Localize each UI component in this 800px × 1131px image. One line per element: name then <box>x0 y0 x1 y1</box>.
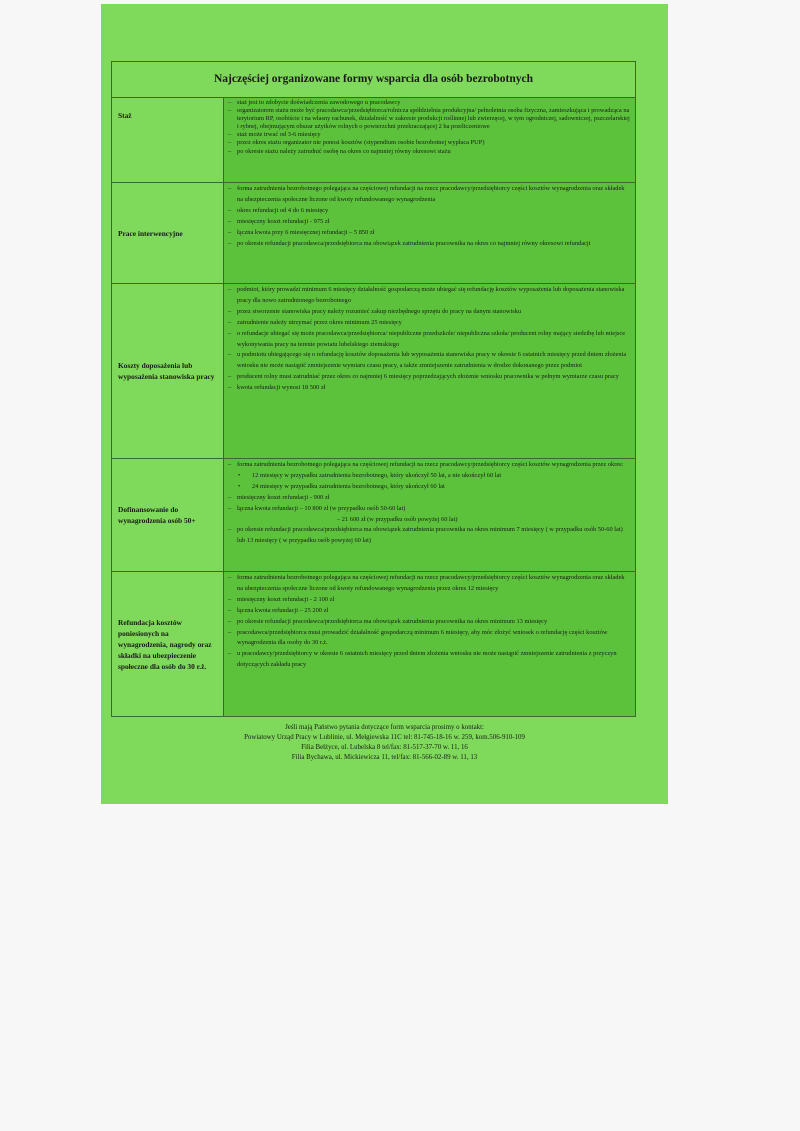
list-item-text: staż jest to zdobycie doświadczenia zawodowego u pracodawcy <box>237 99 401 106</box>
dash-icon: – <box>228 617 232 625</box>
list-item <box>228 131 631 139</box>
dash-icon: – <box>228 206 232 214</box>
list-item-text: pracodawca/przedsiębiorca musi prowadzić działalność gospodarczą minimum 6 miesięcy, aby móc złożyć wniosek o refundację części kosztów wynagrodzenia dla osoby do 30 r.ż. <box>237 628 608 647</box>
list-item <box>228 515 631 526</box>
table-row <box>112 459 635 572</box>
row-content <box>224 572 635 716</box>
list-item <box>228 606 631 617</box>
list-item <box>228 493 631 504</box>
row-label: Prace interwencyjne <box>112 183 224 283</box>
list-item-text: 24 miesięcy w przypadku zatrudnienia bezrobotnego, który ukończył 60 lat <box>252 482 445 490</box>
dash-icon: – <box>228 239 232 247</box>
bullet-icon: • <box>238 471 241 479</box>
dash-icon: – <box>228 329 232 337</box>
dash-icon: – <box>228 351 232 359</box>
list-item-text: forma zatrudnienia bezrobotnego polegająca na częściowej refundacji na rzecz pracodawcy/przedsiębiorcy części kosztów wynagrodzenia przez okres: <box>237 461 624 468</box>
row-content <box>224 284 635 458</box>
dash-icon: – <box>228 628 232 636</box>
list-item-text: u podmiotu ubiegającego się o refundację kosztów doposażenia lub wyposażenia stanowiska pracy w okresie 6 ostatnich miesięcy przed dniem złożenia wniosku nie może nastąpić zmniejszenie wymiaru czasu pracy, a także zmniejszenie zatrudnienia w drodze dokonanego przez podmiot <box>237 351 627 370</box>
support-forms-table <box>111 61 636 717</box>
list-item <box>228 649 631 671</box>
contact-line: Powiatowy Urząd Pracy w Lublinie, ul. Mełgiewska 11C tel: 81-745-18-16 w. 259, kom.506-910-109 <box>244 734 525 741</box>
dash-icon: – <box>228 107 232 115</box>
table-row <box>112 98 635 183</box>
list-item-text: po okresie refundacji pracodawca/przedsiębiorca ma obowiązek zatrudnienia pracownika na okres minimum 13 miesięcy <box>237 617 548 625</box>
list-item-text: łączna kwota przy 6 miesięcznej refundacji – 5 850 zł <box>237 228 375 236</box>
list-item <box>228 329 631 351</box>
list-item-text: łączna kwota refundacji – 10 800 zł (w przypadku osób 50-60 lat) <box>237 504 406 512</box>
list-item <box>228 99 631 107</box>
list-item-text: organizatorem stażu może być pracodawca/przedsiębiorca/rolnicza spółdzielnia produkcyjna/ pełnoletnia osoba fizyczna, zamieszkująca i prowadząca na terytorium RP, osobiście i na własny rachunek, działalność w zakresie produkcji roślinnej lub zwierzęcej, w tym ogrodniczej, sadowniczej, pszczelarskiej i rybnej, obejmującym obszar użytków rolnych o powierzchni przekraczającej 2 ha przeliczeniowe <box>237 107 630 131</box>
list-item <box>228 228 631 239</box>
list-item <box>228 471 631 482</box>
list-item-text: – 21 600 zł (w przypadku osób powyżej 60 lat) <box>337 515 458 523</box>
list-item <box>228 350 631 372</box>
dash-icon: – <box>228 384 232 392</box>
dash-icon: – <box>228 228 232 236</box>
list-item <box>228 482 631 493</box>
dash-icon: – <box>228 574 232 581</box>
list-item <box>228 139 631 147</box>
list-item <box>228 148 631 156</box>
list-item <box>228 372 631 383</box>
dash-icon: – <box>228 650 232 658</box>
list-item-text: przez stworzenie stanowiska pracy należy rozumieć zakup niezbędnego sprzętu do pracy na danym stanowisku <box>237 307 522 315</box>
dash-icon: – <box>228 461 232 468</box>
list-item <box>228 285 631 307</box>
list-item-text: po okresie refundacji pracodawca/przedsiębiorca ma obowiązek zatrudnienia pracownika na okres co najmniej równy okresowi refundacji <box>237 239 591 247</box>
dash-icon: – <box>228 373 232 381</box>
list-item-text: okres refundacji od 4 do 6 miesięcy <box>237 206 329 214</box>
table-row <box>112 572 635 716</box>
list-item <box>228 383 631 394</box>
row-content <box>224 98 635 182</box>
list-item-text: 12 miesięcy w przypadku zatrudnienia bezrobotnego, który ukończył 50 lat, a nie ukończył 60 lat <box>252 471 502 479</box>
list-item <box>228 617 631 628</box>
list-item-text: miesięczny koszt refundacji - 975 zł <box>237 217 330 225</box>
list-item <box>228 318 631 329</box>
dash-icon: – <box>228 185 232 192</box>
list-item-text: forma zatrudnienia bezrobotnego polegająca na częściowej refundacji na rzecz pracodawcy/przedsiębiorcy części kosztów wynagrodzenia oraz składek na ubezpieczenia społeczne liczone od kwoty refundowanego wynagrodzenia przez okres 12 miesięcy <box>237 574 625 592</box>
table-row <box>112 183 635 284</box>
list-item-text: po okresie refundacji pracodawca/przedsiębiorca ma obowiązek zatrudnienia pracownika na okres minimum 7 miesięcy ( w przypadku osób 50-60 lat) lub 13 miesięcy ( w przypadku osób powyżej 60 lat) <box>237 526 623 545</box>
contact-line: Jeśli mają Państwo pytania dotyczące form wsparcia prosimy o kontakt: <box>285 724 484 731</box>
dash-icon: – <box>228 217 232 225</box>
dash-icon: – <box>228 139 232 147</box>
list-item-text: przez okres stażu organizator nie ponosi kosztów (stypendium osobie bezrobotnej wypłaca PUP) <box>237 139 485 147</box>
dash-icon: – <box>228 504 232 512</box>
list-item <box>228 504 631 515</box>
contact-block <box>101 723 668 763</box>
row-label: Refundacja kosztów poniesionych na wynagrodzenia, nagrody oraz składki na ubezpieczenie społeczne dla osób do 30 r.ż. <box>112 572 224 716</box>
dash-icon: – <box>228 286 232 293</box>
dash-icon: – <box>228 493 232 501</box>
list-item-text: podmiot, który prowadzi minimum 6 miesięcy działalność gospodarczą może ubiegać się refundację kosztów wyposażenia lub doposażenia stanowiska pracy dla nowo zatrudnionego bezrobotnego <box>237 286 625 304</box>
dash-icon: – <box>228 595 232 603</box>
row-content <box>224 459 635 571</box>
list-item <box>228 525 631 547</box>
list-item <box>228 595 631 606</box>
list-item <box>228 239 631 250</box>
list-item-text: forma zatrudnienia bezrobotnego polegająca na częściowej refundacji na rzecz pracodawcy/przedsiębiorcy części kosztów wynagrodzenia oraz składek na ubezpieczenia społeczne liczone od kwoty refundowanego wynagrodzenia <box>237 185 625 203</box>
table-row <box>112 284 635 459</box>
dash-icon: – <box>228 606 232 614</box>
list-item-text: producent rolny musi zatrudniać przez okres co najmniej 6 miesięcy poprzedzających złożenie wniosku pracownika w pełnym wymiarze czasu pracy <box>237 373 619 381</box>
row-label: Staż <box>112 98 224 182</box>
list-item <box>228 460 631 471</box>
contact-line: Filia Bełżyce, ul. Lubelska 8 tel/fax: 81-517-37-70 w. 11, 16 <box>301 744 468 751</box>
list-item-text: miesięczny koszt refundacji - 2 100 zł <box>237 595 335 603</box>
table-body <box>112 98 635 716</box>
list-item-text: u pracodawcy/przedsiębiorcy w okresie 6 ostatnich miesięcy przed dniem złożenia wniosku nie może nastąpić zmniejszenie zatrudnienia z przyczyn dotyczących zakładu pracy <box>237 650 617 669</box>
list-item <box>228 573 631 595</box>
dash-icon: – <box>228 99 232 106</box>
row-content <box>224 183 635 283</box>
list-item-text: o refundacje ubiegać się może pracodawca/przedsiębiorca/ niepubliczne przedszkole/ niepubliczna szkoła/ producent rolny mający siedzibę lub miejsce wykonywania pracy na terenie powiatu lubelskiego ziemskiego <box>237 329 626 348</box>
dash-icon: – <box>228 307 232 315</box>
list-item-text: miesięczny koszt refundacji - 900 zł <box>237 493 330 501</box>
list-item-text: kwota refundacji wynosi 18 500 zł <box>237 384 326 392</box>
list-item-text: po okresie stażu należy zatrudnić osobę na okres co najmniej równy okresowi stażu <box>237 147 451 155</box>
row-label: Dofinansowanie do wynagrodzenia osób 50+ <box>112 459 224 571</box>
list-item <box>228 107 631 131</box>
list-item <box>228 184 631 206</box>
list-item <box>228 217 631 228</box>
dash-icon: – <box>228 318 232 326</box>
list-item <box>228 206 631 217</box>
list-item-text: staż może trwać od 3-6 miesięcy <box>237 131 321 139</box>
list-item <box>228 628 631 650</box>
list-item-text: łączna kwota refundacji – 25 200 zł <box>237 606 329 614</box>
contact-line: Filia Bychawa, ul. Mickiewicza 11, tel/fax: 81-566-02-89 w. 11, 13 <box>291 754 478 761</box>
green-flyer-sheet <box>101 4 668 804</box>
dash-icon: – <box>228 147 232 155</box>
row-label: Koszty doposażenia lub wyposażenia stanowiska pracy <box>112 284 224 458</box>
list-item-text: zatrudnienie należy utrzymać przez okres minimum 25 miesięcy <box>237 318 402 326</box>
bullet-icon: • <box>238 482 241 490</box>
dash-icon: – <box>228 131 232 139</box>
table-title: Najczęściej organizowane formy wsparcia dla osób bezrobotnych <box>112 62 635 98</box>
dash-icon <box>228 515 237 526</box>
list-item <box>228 307 631 318</box>
dash-icon: – <box>228 526 232 534</box>
